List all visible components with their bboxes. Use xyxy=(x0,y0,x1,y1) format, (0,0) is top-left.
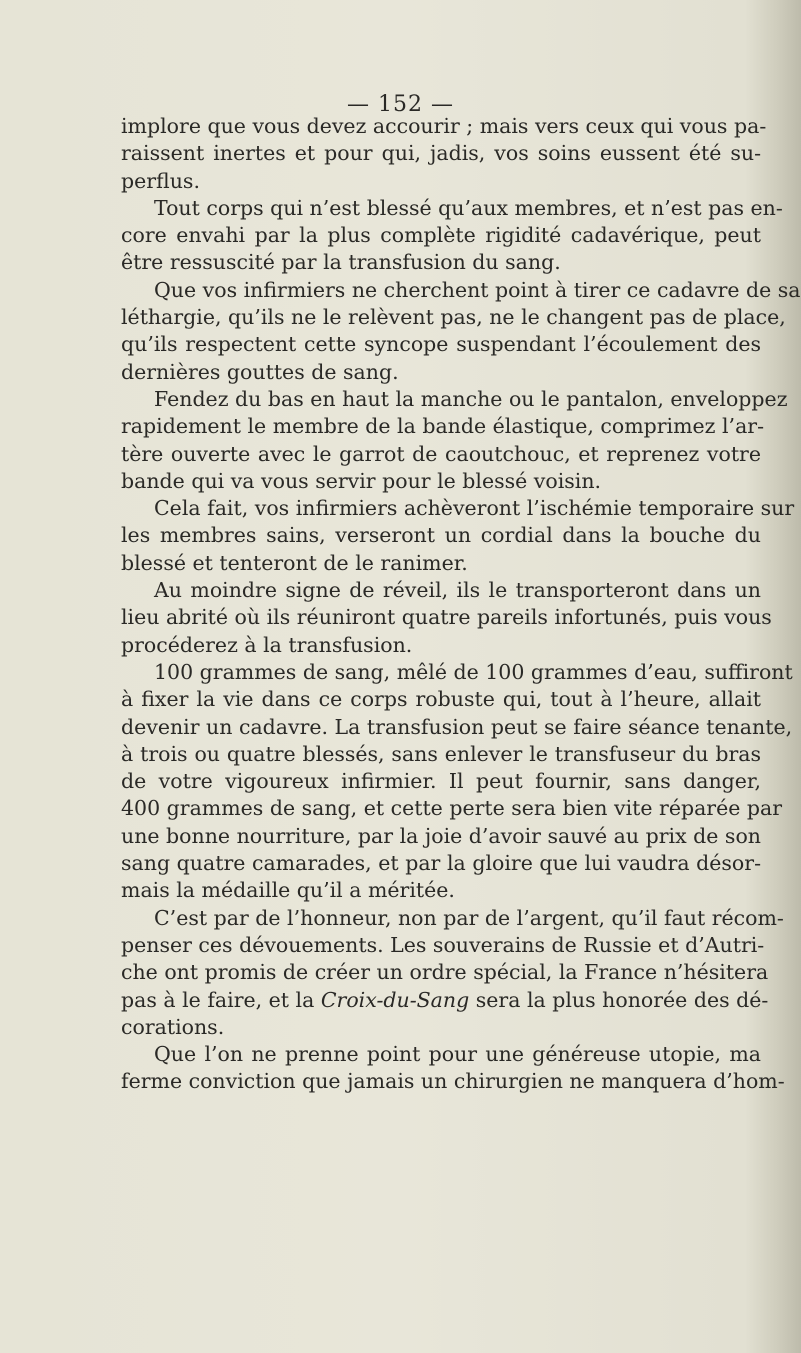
text-line: 100 grammes de sang, mêlé de 100 grammes d’eau, suffiront xyxy=(154,659,793,684)
page-number: — 152 — xyxy=(347,92,454,117)
text-line: core envahi par la plus complète rigidité cadavérique, peut xyxy=(121,223,761,248)
italic-title: Croix-du-Sang xyxy=(320,987,470,1012)
text-line: à fixer la vie dans ce corps robuste qui, tout à l’heure, allait xyxy=(121,687,761,712)
text-line: dernières gouttes de sang. xyxy=(121,359,399,384)
text-line: raissent inertes et pour qui, jadis, vos soins eussent été su- xyxy=(121,141,761,166)
text-line: Que l’on ne prenne point pour une généreuse utopie, ma xyxy=(154,1042,761,1067)
text-line: C’est par de l’honneur, non par de l’argent, qu’il faut récom- xyxy=(154,905,784,930)
text-line: Fendez du bas en haut la manche ou le pantalon, enveloppez xyxy=(154,386,788,411)
body-text xyxy=(121,113,801,1096)
text-line: 400 grammes de sang, et cette perte sera bien vite réparée par xyxy=(121,796,783,821)
text-line: bande qui va vous servir pour le blessé voisin. xyxy=(121,468,602,493)
text-line: à trois ou quatre blessés, sans enlever le transfuseur du bras xyxy=(121,741,761,766)
text-line: penser ces dévouements. Les souverains de Russie et d’Autri- xyxy=(121,932,765,957)
text-line: qu’ils respectent cette syncope suspendant l’écoulement des xyxy=(121,332,761,357)
text-line: Au moindre signe de réveil, ils le transporteront dans un xyxy=(154,578,761,603)
text-line: implore que vous devez accourir ; mais vers ceux qui vous pa- xyxy=(121,114,767,138)
text-segment: pas à le faire, et la xyxy=(121,987,315,1012)
text-segment: sera la plus honorée des dé- xyxy=(475,987,769,1012)
text-line xyxy=(121,987,769,1014)
text-line: che ont promis de créer un ordre spécial, la France n’hésitera xyxy=(121,960,769,985)
text-line: procéderez à la transfusion. xyxy=(121,632,413,657)
text-line: une bonne nourriture, par la joie d’avoir sauvé au prix de son xyxy=(121,823,761,848)
text-line: être ressuscité par la transfusion du sang. xyxy=(121,250,561,275)
text-line: mais la médaille qu’il a méritée. xyxy=(121,878,455,903)
text-line: perflus. xyxy=(121,168,200,193)
text-line: blessé et tenteront de le ranimer. xyxy=(121,550,468,575)
text-line: corations. xyxy=(121,1014,225,1039)
text-line: tère ouverte avec le garrot de caoutchouc, et reprenez votre xyxy=(121,441,761,466)
text-line: sang quatre camarades, et par la gloire que lui vaudra désor- xyxy=(121,851,761,876)
text-line: rapidement le membre de la bande élastique, comprimez l’ar- xyxy=(121,414,765,439)
text-line: Que vos infirmiers ne cherchent point à tirer ce cadavre de sa xyxy=(154,277,801,302)
text-line: ferme conviction que jamais un chirurgien ne manquera d’hom- xyxy=(121,1069,785,1094)
text-line: Cela fait, vos infirmiers achèveront l’ischémie temporaire sur xyxy=(154,496,795,521)
text-line: lieu abrité où ils réuniront quatre pareils infortunés, puis vous xyxy=(121,605,772,630)
text-line: de votre vigoureux infirmier. Il peut fournir, sans danger, xyxy=(121,769,761,794)
text-line: les membres sains, verseront un cordial dans la bouche du xyxy=(121,523,761,548)
text-line: Tout corps qui n’est blessé qu’aux membres, et n’est pas en- xyxy=(154,195,783,220)
text-line: léthargie, qu’ils ne le relèvent pas, ne le changent pas de place, xyxy=(121,305,786,330)
text-line: devenir un cadavre. La transfusion peut se faire séance tenante, xyxy=(121,714,793,739)
